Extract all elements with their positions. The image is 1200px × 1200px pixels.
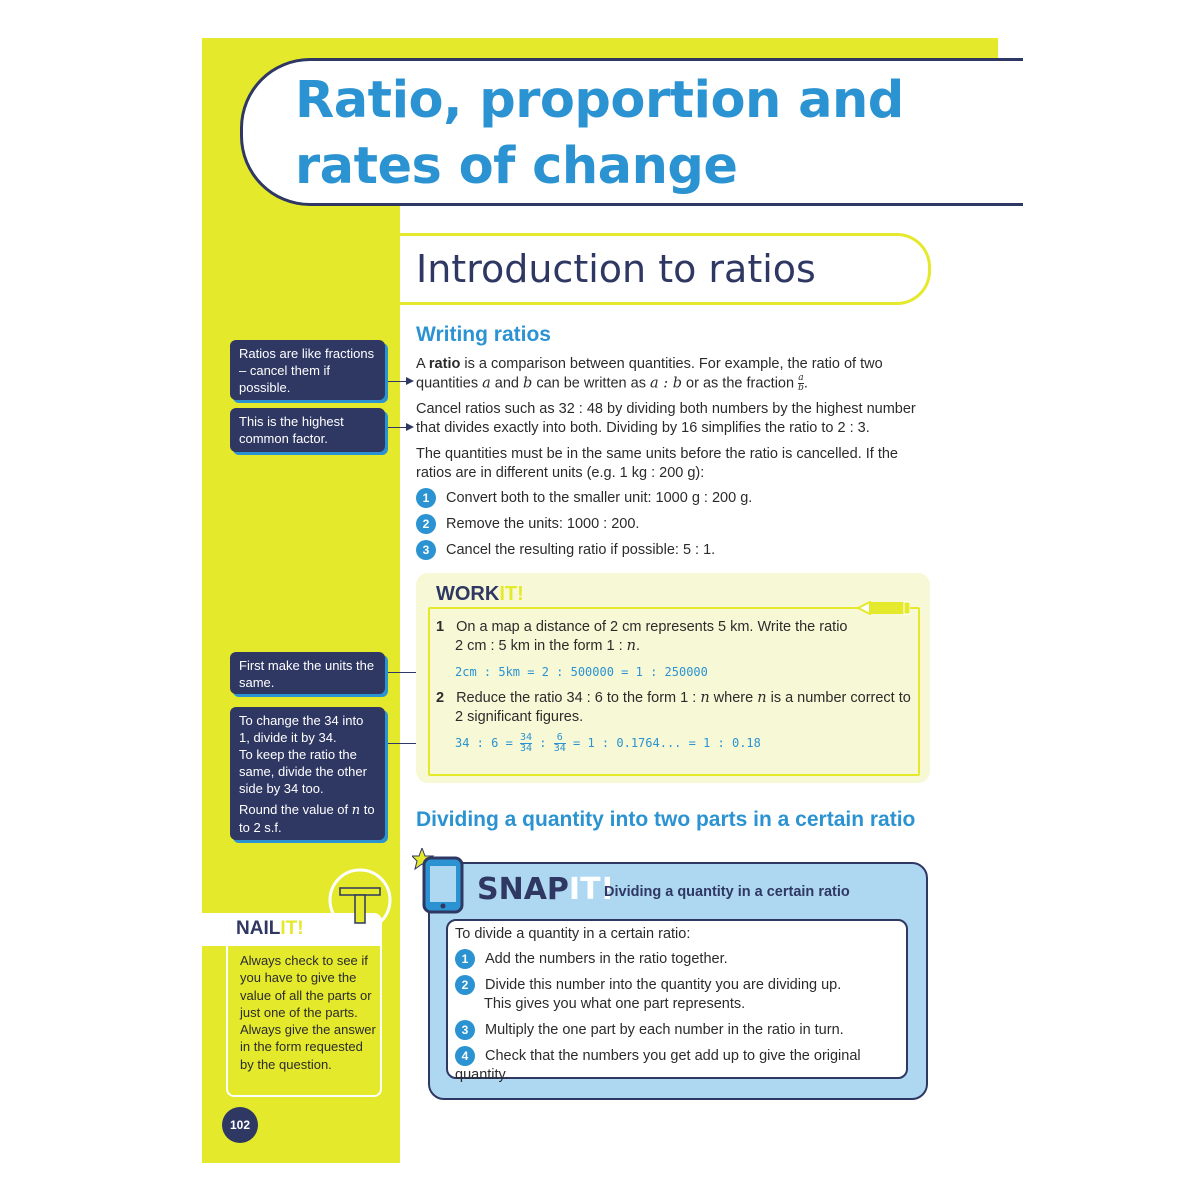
note-arrow [388, 427, 408, 428]
nailit-title: NAILIT! [236, 918, 304, 939]
chapter-title-line2: rates of change [295, 137, 738, 196]
list-item: 2 Divide this number into the quantity you are dividing up. This gives you what one part represents. [455, 975, 905, 1020]
note-divide: To change the 34 into 1, divide it by 34. To keep the ratio the same, divide the other side by 34 too. Round the value of n to to 2 s.f. [230, 707, 385, 840]
snapit-steps-list [455, 949, 905, 1083]
note-units: First make the units the same. [230, 652, 385, 694]
list-item: 4 Check that the numbers you get add up to give the original quantity. [455, 1047, 861, 1083]
writing-steps-list [416, 488, 752, 566]
nail-icon [328, 868, 392, 932]
chapter-title-line1: Ratio, proportion and [295, 71, 904, 130]
note-arrow [388, 381, 408, 382]
list-item: 3 Cancel the resulting ratio if possible: 5 : 1. [416, 540, 752, 566]
units-paragraph: The quantities must be in the same units before the ratio is cancelled. If the ratios are in different units (e.g. 1 kg : 200 g): [416, 446, 898, 481]
cancel-ratios-paragraph: Cancel ratios such as 32 : 48 by dividing both numbers by the highest number that divides exactly into both. Dividing by 16 simplifies the ratio to 2 : 3. [416, 401, 916, 436]
chapter-title [295, 68, 904, 200]
list-item: 1 Convert both to the smaller unit: 1000 g : 200 g. [416, 488, 752, 514]
workit-title: WORKIT! [436, 583, 524, 605]
workit-question-2: 2 Reduce the ratio 34 : 6 to the form 1 : n where n is a number correct to 2 significant figures. [436, 690, 911, 725]
page-number: 102 [222, 1107, 258, 1143]
dividing-heading: Dividing a quantity into two parts in a certain ratio [416, 808, 916, 831]
snapit-intro: To divide a quantity in a certain ratio: [455, 926, 691, 942]
yellow-top-band [202, 38, 998, 58]
arrow-head-icon [406, 423, 414, 431]
list-item: 2 Remove the units: 1000 : 200. [416, 514, 752, 540]
workit-question-1: 1 On a map a distance of 2 cm represents 5 km. Write the ratio 2 cm : 5 km in the form 1 : n. [436, 619, 848, 654]
snapit-subtitle: Dividing a quantity in a certain ratio [604, 884, 850, 900]
note-cancel: Ratios are like fractions – cancel them if possible. [230, 340, 385, 400]
section-title: Introduction to ratios [416, 247, 816, 291]
writing-ratios-heading: Writing ratios [416, 323, 551, 346]
list-item: 3 Multiply the one part by each number in the ratio in turn. [455, 1020, 905, 1046]
arrow-head-icon [406, 377, 414, 385]
snapit-title: SNAPIT! [477, 872, 615, 907]
workit-answer-1: 2cm : 5km = 2 : 500000 = 1 : 250000 [455, 665, 708, 679]
phone-icon [412, 848, 468, 914]
nailit-text: Always check to see if you have to give the value of all the parts or just one of the parts. Always give the answer in the form requested by the question. [240, 953, 376, 1072]
note-hcf: This is the highest common factor. [230, 408, 385, 452]
list-item: 1 Add the numbers in the ratio together. [455, 949, 905, 975]
pencil-icon [858, 601, 910, 615]
workit-answer-2: 34 : 6 = $\frac{34}{34}$ : $\frac{6}{34}$ = 1 : 0.1764... = 1 : 0.18 [455, 732, 761, 754]
ratio-definition: A ratio is a comparison between quantities. For example, the ratio of two quantities a and b can be written as a : b or as the fraction $\frac{a}{b}$ . [416, 356, 883, 393]
